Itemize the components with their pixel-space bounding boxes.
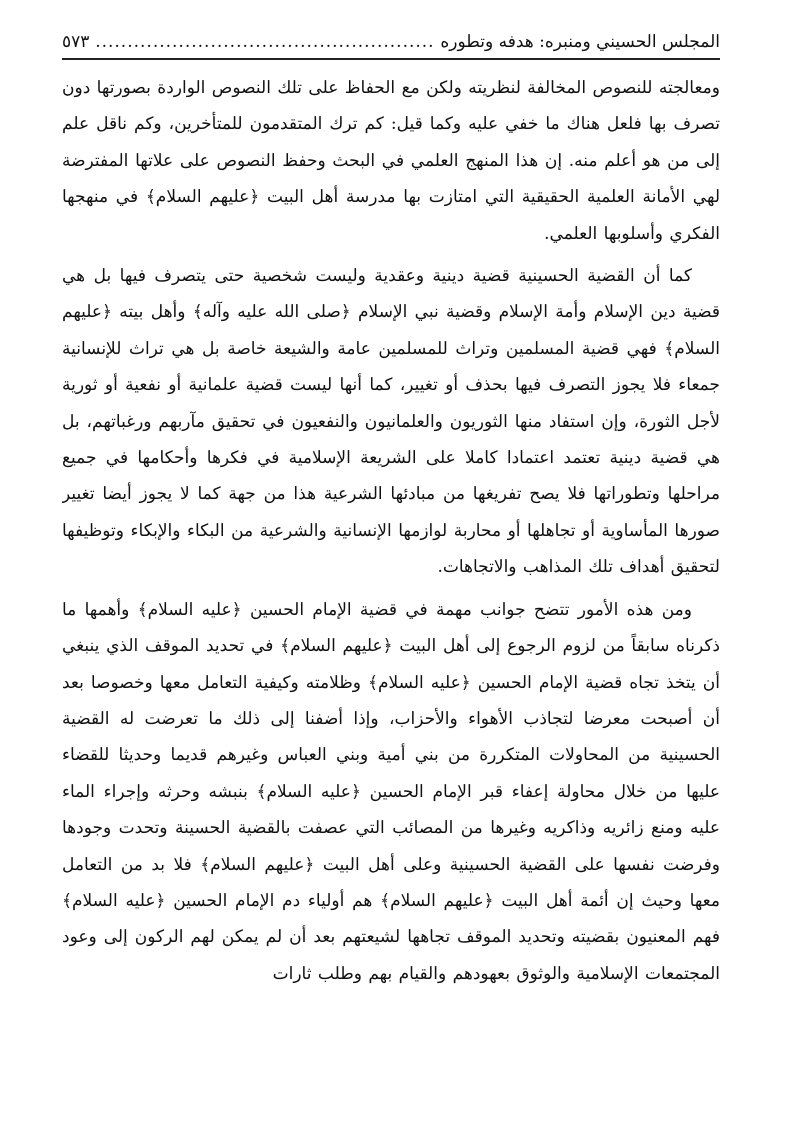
paragraph-3: ومن هذه الأمور تتضح جوانب مهمة في قضية الإمام الحسين ﴿عليه السلام﴾ وأهمها ما ذكرناه سابقاً من لزوم الرجوع إلى أهل البيت ﴿عليهم السلام﴾ في تحديد الموقف الذي ينبغي أن يتخذ تجاه قضية الإمام الحسين ﴿عليه السلام﴾ وظلامته وكيفية التعامل معها وخصوصا بعد أن أصبحت معرضا لتجاذب الأهواء والأحزاب، وإذا أضفنا إلى ذلك ما تعرضت له القضية الحسينية من المحاولات المتكررة من بني أمية وبني العباس وغيرهم قديما وحديثا للقضاء عليها من خلال محاولة إعفاء قبر الإمام الحسين ﴿عليه السلام﴾ بنبشه وحرثه وإجراء الماء عليه ومنع زائريه وذاكريه وغيرها من المصائب التي عصفت بالقضية الحسينة وتحدت وجودها وفرضت نفسها على القضية الحسينية وعلى أهل البيت ﴿عليهم السلام﴾ فلا بد من التعامل معها وحيث إن أئمة أهل البيت ﴿عليهم السلام﴾ هم أولياء دم الإمام الحسين ﴿عليه السلام﴾ فهم المعنيون بقضيته وتحديد الموقف تجاهها لشيعتهم بعد أن لم يمكن لهم الركون إلى وعود المجتمعات الإسلامية والوثوق بعهودهم والقيام بهم وطلب ثارات [62, 599, 720, 984]
body-text [62, 70, 720, 1109]
page-number: ٥٧٣ [62, 32, 90, 52]
paragraph-2: كما أن القضية الحسينية قضية دينية وعقدية وليست شخصية حتى يتصرف فيها بل هي قضية دين الإسلام وأمة الإسلام وقضية نبي الإسلام ﴿صلى الله عليه وآله﴾ وأهل بيته ﴿عليهم السلام﴾ فهي قضية المسلمين وتراث للمسلمين عامة والشيعة خاصة بل هي تراث للإنسانية جمعاء فلا يجوز التصرف فيها بحذف أو تغيير، كما أنها ليست قضية علمانية أو نفعية أو ثورية لأجل الثورة، وإن استفاد منها الثوريون والعلمانيون والنفعيون في تحقيق مآربهم ورغباتهم، بل هي قضية دينية تعتمد اعتمادا كاملا على الشريعة الإسلامية في فكرها وأحكامها في جميع مراحلها وتطوراتها فلا يصح تفريغها من مبادئها الشرعية هذا من جهة كما لا يجوز أيضا تغيير صورها المأساوية أو تجاهلها أو محاربة لوازمها الإنسانية والشرعية من البكاء والإبكاء وتوظيفها لتحقيق أهداف تلك المذاهب والاتجاهات. [62, 266, 720, 578]
header-divider [62, 58, 720, 60]
dot-leader: ..................................................... [95, 32, 435, 52]
paragraph-1: ومعالجته للنصوص المخالفة لنظريته ولكن مع الحفاظ على تلك النصوص الواردة بصورتها دون تصرف بها فلعل هناك ما خفي عليه وكما قيل: كم ترك المتقدمون للمتأخرين، وكم ناقل علم إلى من هو أعلم منه. إن هذا المنهج العلمي في البحث وحفظ النصوص على علاتها المفترضة لهي الأمانة العلمية الحقيقية التي امتازت بها مدرسة أهل البيت ﴿عليهم السلام﴾ في منهجها الفكري وأسلوبها العلمي. [62, 78, 720, 244]
running-header [62, 26, 720, 58]
bottom-margin [0, 1129, 790, 1139]
running-header-title: المجلس الحسيني ومنبره: هدفه وتطوره [440, 32, 720, 52]
